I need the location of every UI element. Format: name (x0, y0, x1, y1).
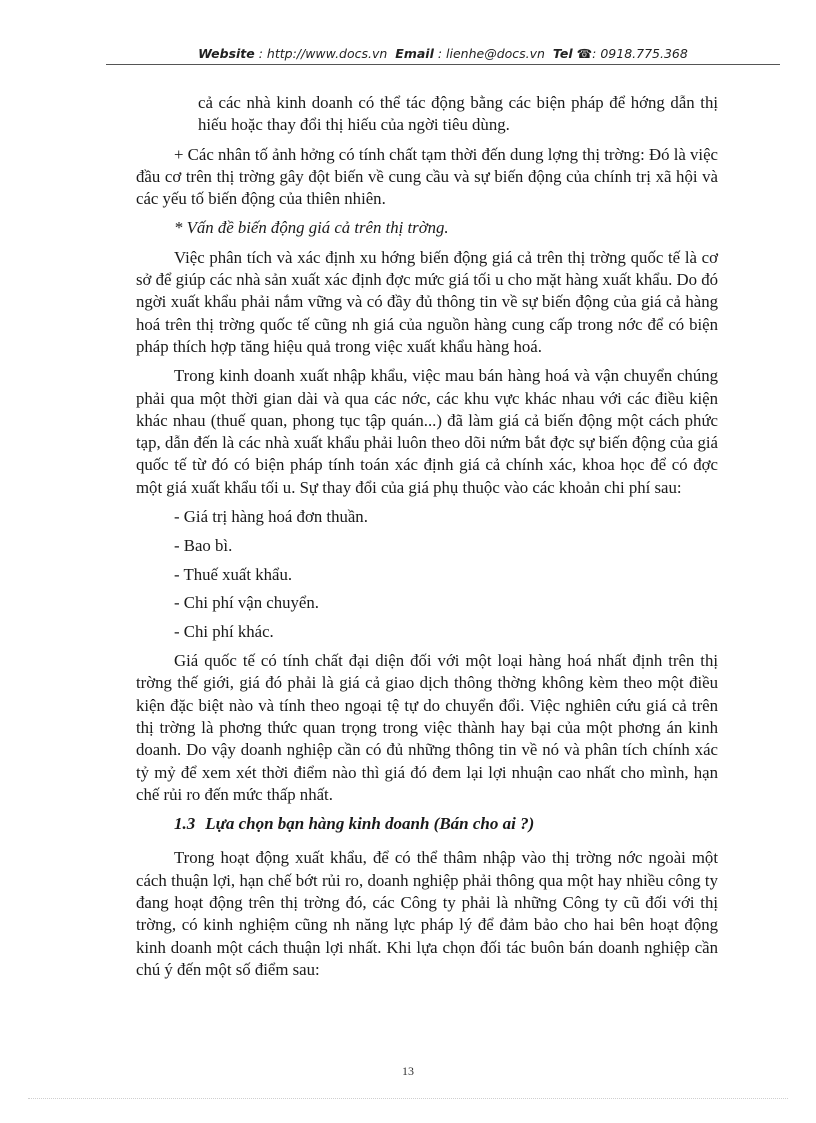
phone-icon: ☎ (576, 46, 593, 61)
website-url: : http://www.docs.vn (258, 46, 388, 61)
cost-list-item: - Bao bì. (174, 535, 233, 555)
cost-list-item: - Chi phí khác. (174, 622, 274, 642)
tel-value: : 0918.775.368 (592, 46, 688, 61)
section-number: 1.3 (174, 814, 196, 834)
website-label: Website (198, 46, 255, 61)
paragraph-price-analysis: Việc phân tích và xác định xu hớng biến động giá cả trên thị trờng quốc tế là cơ sở để giúp các nhà sản xuất xác định đợc mức giá tối u cho mặt hàng xuất khẩu. Do đó ngời xuất khẩu phải nắm vững và có đầy đủ thông tin về sự biến động của giá cả hàng hoá trên thị trờng quốc tế cũng nh giá của nguồn hàng cung cấp trong nớc để có biện pháp thích hợp tăng hiệu quả trong việc xuất khẩu hàng hoá. (136, 247, 718, 356)
footer-divider (28, 1098, 788, 1099)
paragraph-trading: Trong kinh doanh xuất nhập khẩu, việc mau bán hàng hoá và vận chuyển chúng phải qua một thời gian dài và qua các nớc, các khu vực khác nhau với các điều kiện khác nhau (thuế quan, phong tục tập quán...) đã làm giá cả biến động một cách phức tạp, dẫn đến là các nhà xuất khẩu phải luôn theo dõi nứm bắt đợc sự biến động của giá quốc tế từ đó có biện pháp tính toán xác định giá cả chính xác, khoa học để có đợc một giá xuất khẩu tối u. Sự thay đổi của giá phụ thuộc vào các khoản chi phí sau: (136, 366, 718, 497)
page-header (106, 46, 780, 61)
cost-list-item: - Thuế xuất khẩu. (174, 564, 293, 584)
cost-list-item: - Giá trị hàng hoá đơn thuần. (174, 507, 368, 527)
email-label: Email (395, 46, 434, 61)
page-number: 13 (402, 1064, 414, 1078)
email-value: : lienhe@docs.vn (437, 46, 545, 61)
paragraph-partner-selection: Trong hoạt động xuất khẩu, để có thể thâm nhập vào thị trờng nớc ngoài một cách thuận lợi, hạn chế bớt rủi ro, doanh nghiệp phải thông qua một hay nhiều công ty đang hoạt động trên thị trờng đó, các Công ty phải là những Công ty cũ đối với thị trờng, có kinh nghiệm cũng nh năng lực pháp lý để đảm bảo cho hai bên hoạt động kinh doanh một cách thuận lợi nhất. Khi lựa chọn đối tác buôn bán doanh nghiệp cần chú ý đến một số điểm sau: (136, 848, 718, 979)
tel-label: Tel (552, 46, 573, 61)
sub-heading-price-fluctuation: * Vấn đề biến động giá cả trên thị trờng. (174, 218, 449, 238)
paragraph-international-price: Giá quốc tế có tính chất đại diện đối với một loại hàng hoá nhất định trên thị trờng thế giới, giá đó phải là giá cả giao dịch thông thờng không kèm theo một điều kiện đặc biệt nào và tính theo ngoại tệ tự do chuyển đổi. Việc nghiên cứu giá cả trên thị trờng là phơng thức quan trọng trong việc thành hay bại của một phơng án kinh doanh. Do vậy doanh nghiệp cần có đủ những thông tin về nó và phân tích chính xác tỷ mỷ để xem xét thời điểm nào thì giá đó đem lại lợi nhuận cao nhất cho mình, hạn chế rủi ro đến mức thấp nhất. (136, 651, 718, 804)
header-divider (106, 64, 780, 65)
paragraph-continuation: cả các nhà kinh doanh có thể tác động bằng các biện pháp để hớng dẫn thị hiếu hoặc thay đổi thị hiếu của ngời tiêu dùng. (198, 93, 718, 135)
page-content (136, 92, 718, 988)
section-title: Lựa chọn bạn hàng kinh doanh (Bán cho ai ?) (205, 814, 535, 834)
paragraph-temporary-factors: + Các nhân tố ảnh hởng có tính chất tạm thời đến dung lợng thị trờng: Đó là việc đầu cơ trên thị trờng gây đột biến về cung cầu và sự biến động của chính trị xã hội và các yếu tố biến động của thiên nhiên. (136, 144, 718, 209)
cost-list-item: - Chi phí vận chuyển. (174, 593, 319, 613)
section-heading (136, 813, 718, 835)
